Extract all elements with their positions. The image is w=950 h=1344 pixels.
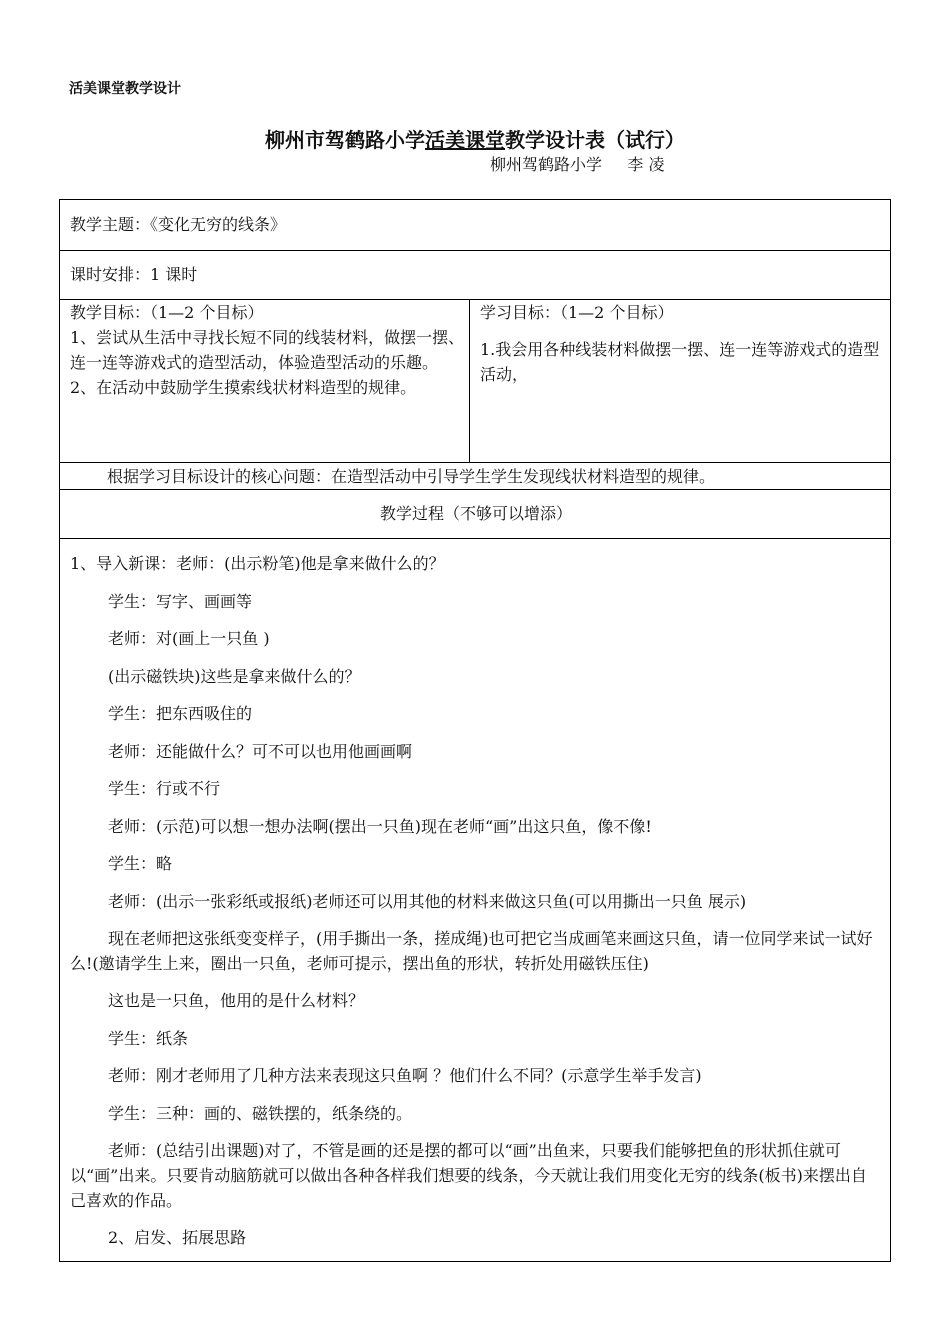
core-question-row xyxy=(59,462,891,490)
process-line: 学生：纸条 xyxy=(108,1029,189,1048)
topic-row xyxy=(59,199,891,251)
title-part3: 教学设计表（试行） xyxy=(505,128,685,152)
learning-goals xyxy=(480,300,885,387)
process-heading: 教学过程（不够可以增添） xyxy=(379,504,572,523)
process-line: 学生：把东西吸住的 xyxy=(108,704,253,723)
page-title xyxy=(0,124,950,153)
core-question-text: 根据学习目标设计的核心问题：在造型活动中引导学生学生发现线状材料造型的规律。 xyxy=(107,467,716,486)
process-body xyxy=(59,538,891,1262)
learning-goals-item1: 1.我会用各种线装材料做摆一摆、连一连等游戏式的造型活动， xyxy=(480,340,880,384)
process-line: 学生：行或不行 xyxy=(108,779,221,798)
learning-goals-heading: 学习目标：（1—2 个目标） xyxy=(480,303,674,322)
teaching-goals xyxy=(70,300,465,400)
author-line: 柳州驾鹤路小学 李 凌 xyxy=(490,155,665,174)
topic-text: 教学主题：《变化无穷的线条》 xyxy=(70,215,287,234)
schedule-text: 课时安排：1 课时 xyxy=(70,265,198,284)
process-line: 学生：写字、画画等 xyxy=(108,592,253,611)
teaching-goals-heading: 教学目标：（1—2 个目标） xyxy=(70,303,264,322)
teaching-goals-item1: 1、尝试从生活中寻找长短不同的线装材料，做摆一摆、连一连等游戏式的造型活动，体验造型活动的乐趣。 xyxy=(70,328,465,372)
process-line: 老师：(示范)可以想一想办法啊(摆出一只鱼)现在老师“画”出这只鱼，像不像! xyxy=(108,817,652,836)
process-line: 这也是一只鱼，他用的是什么材料？ xyxy=(108,991,365,1010)
process-line: 学生：三种：画的、磁铁摆的，纸条绕的。 xyxy=(108,1104,413,1123)
process-line: 1、导入新课：老师：(出示粉笔)他是拿来做什么的？ xyxy=(70,554,445,573)
process-line: 2、启发、拓展思路 xyxy=(108,1228,247,1247)
goals-divider xyxy=(469,299,470,463)
process-line: 老师：刚才老师用了几种方法来表现这只鱼啊 ？他们什么不同？(示意学生举手发言) xyxy=(108,1066,702,1085)
goals-row xyxy=(59,299,891,463)
title-part2: 活美课堂 xyxy=(425,128,505,152)
process-line: (出示磁铁块)这些是拿来做什么的？ xyxy=(108,667,361,686)
schedule-row xyxy=(59,250,891,300)
process-line: 老师：(出示一张彩纸或报纸)老师还可以用其他的材料来做这只鱼(可以用撕出一只鱼 展示) xyxy=(108,892,747,911)
process-heading-row xyxy=(59,489,891,539)
process-line: 现在老师把这张纸变变样子，(用手撕出一条，搓成绳)也可把它当成画笔来画这只鱼，请一位同学来试一试好么!(邀请学生上来，圈出一只鱼，老师可提示，摆出鱼的形状，转折处用磁铁压住) xyxy=(70,929,873,973)
title-part1: 柳州市驾鹤路小学 xyxy=(265,128,425,152)
header-label: 活美课堂教学设计 xyxy=(69,81,181,97)
process-line: 老师：(总结引出课题)对了，不管是画的还是摆的都可以“画”出鱼来，只要我们能够把鱼的形状抓住就可以“画”出来。只要肯动脑筋就可以做出各种各样我们想要的线条，今天就让我们用变化无穷的线条(板书)来摆出自己喜欢的作品。 xyxy=(70,1141,867,1210)
teaching-goals-item2: 2、在活动中鼓励学生摸索线状材料造型的规律。 xyxy=(70,378,417,397)
process-line: 学生：略 xyxy=(108,854,173,873)
process-line: 老师：对(画上一只鱼 ) xyxy=(108,629,270,648)
process-line: 老师：还能做什么？可不可以也用他画画啊 xyxy=(108,742,413,761)
